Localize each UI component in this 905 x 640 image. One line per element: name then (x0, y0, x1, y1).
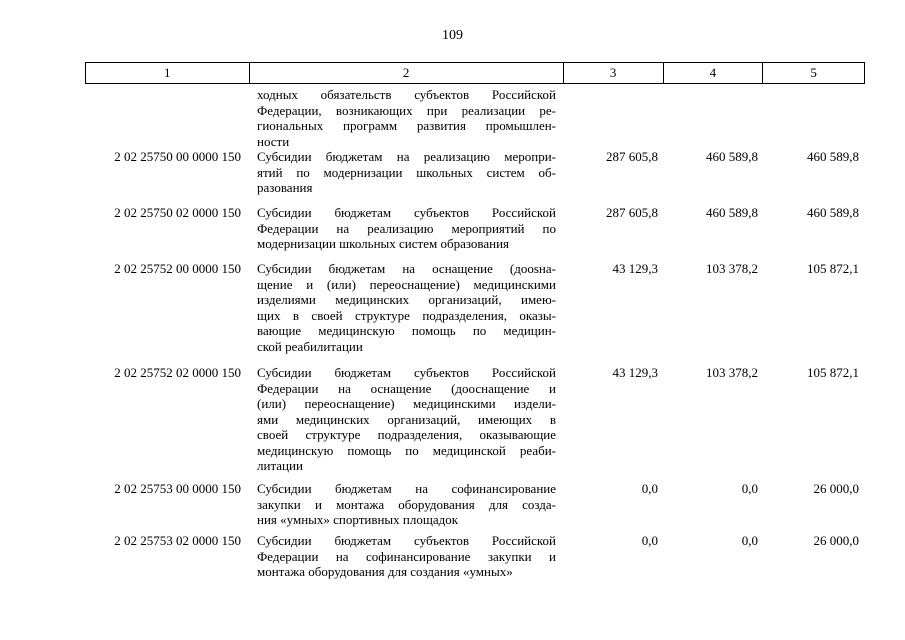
row-name (249, 533, 564, 580)
row-name-line: медицинскую помощь по медицинской реаби- (257, 442, 556, 458)
row-name-line: щение и (или) переоснащение) медицинскими (257, 276, 556, 292)
row-name-line: ской реабилитации (257, 338, 363, 354)
table-row (85, 365, 865, 474)
row-name-line: Субсидии бюджетам на реализацию меропри- (257, 149, 556, 164)
table-row (85, 261, 865, 354)
row-name-line: вающие медицинскую помощь по медицин- (257, 323, 556, 338)
row-value-col4: 460 589,8 (706, 149, 758, 164)
row-name-line: гиональных программ развития промышлен- (257, 118, 556, 133)
row-code: 2 02 25750 02 0000 150 (114, 205, 241, 220)
row-value-col3: 0,0 (641, 481, 658, 496)
row-name-line: щих в своей структуре подразделения, оказы- (257, 307, 556, 323)
row-name (249, 365, 564, 474)
table-row (85, 87, 865, 149)
row-name-line: ями медицинских организаций, имеющих в (257, 411, 556, 427)
row-value-col5: 105 872,1 (807, 261, 859, 276)
row-value-col4: 103 378,2 (706, 365, 758, 380)
table-header (85, 62, 865, 84)
row-value-col4: 0,0 (741, 533, 758, 548)
row-name-line: Субсидии бюджетам субъектов Российской (257, 205, 556, 220)
row-name-line: Федерации на софинансирование закупки и (257, 548, 556, 564)
row-name (249, 87, 564, 149)
row-value-col4: 103 378,2 (706, 261, 758, 276)
row-name-line: модернизации школьных систем образования (257, 236, 510, 251)
row-name-line: (или) переоснащение) медицинскими издели- (257, 396, 556, 411)
row-name (249, 205, 564, 252)
row-name-line: Субсидии бюджетам субъектов Российской (257, 365, 556, 380)
header-col-3: 3 (564, 63, 664, 83)
row-value-col3: 43 129,3 (612, 261, 658, 276)
row-code: 2 02 25752 00 0000 150 (114, 261, 241, 276)
row-name-line: закупки и монтажа оборудования для созда- (257, 496, 556, 512)
row-name-line: изделиями медицинских организаций, имею- (257, 292, 556, 307)
row-value-col4: 0,0 (741, 481, 758, 496)
table-row (85, 149, 865, 196)
row-name (249, 149, 564, 196)
row-name-line: ния «умных» спортивных площадок (257, 512, 459, 527)
row-name-line: ности (257, 133, 290, 149)
row-name-line: своей структуре подразделения, оказывающие (257, 427, 556, 442)
row-code: 2 02 25750 00 0000 150 (114, 149, 241, 164)
page-number: 109 (442, 28, 463, 43)
row-code: 2 02 25753 00 0000 150 (114, 481, 241, 496)
row-name-line: Субсидии бюджетам на оснащение (дооsна- (257, 261, 556, 276)
row-value-col3: 0,0 (641, 533, 658, 548)
row-value-col3: 43 129,3 (612, 365, 658, 380)
row-value-col5: 105 872,1 (807, 365, 859, 380)
row-name-line: Субсидии бюджетам субъектов Российской (257, 533, 556, 548)
row-name-line: Федерации на реализацию мероприятий по (257, 220, 556, 236)
row-name-line: монтажа оборудования для создания «умных» (257, 564, 513, 579)
row-value-col5: 26 000,0 (813, 533, 859, 548)
row-name (249, 481, 564, 528)
row-value-col4: 460 589,8 (706, 205, 758, 220)
header-col-1: 1 (86, 63, 250, 83)
row-name-line: Федерации, возникающих при реализации ре- (257, 102, 556, 118)
row-value-col5: 460 589,8 (807, 149, 859, 164)
row-name-line: литации (257, 458, 303, 473)
table-row (85, 533, 865, 580)
header-col-5: 5 (810, 65, 817, 81)
row-name (249, 261, 564, 354)
row-value-col3: 287 605,8 (606, 205, 658, 220)
row-value-col3: 287 605,8 (606, 149, 658, 164)
row-code: 2 02 25752 02 0000 150 (114, 365, 241, 380)
table-row (85, 205, 865, 252)
row-name-line: ятий по модернизации школьных систем об- (257, 164, 556, 180)
row-name-line: Субсидии бюджетам на софинансирование (257, 481, 556, 496)
table-row (85, 481, 865, 528)
row-name-line: Федерации на оснащение (дооснащение и (257, 380, 556, 396)
header-col-2: 2 (250, 63, 564, 83)
row-name-line: разования (257, 180, 313, 195)
header-col-4: 4 (664, 63, 764, 83)
row-value-col5: 26 000,0 (813, 481, 859, 496)
row-code: 2 02 25753 02 0000 150 (114, 533, 241, 548)
row-value-col5: 460 589,8 (807, 205, 859, 220)
row-name-line: ходных обязательств субъектов Российской (257, 87, 556, 102)
